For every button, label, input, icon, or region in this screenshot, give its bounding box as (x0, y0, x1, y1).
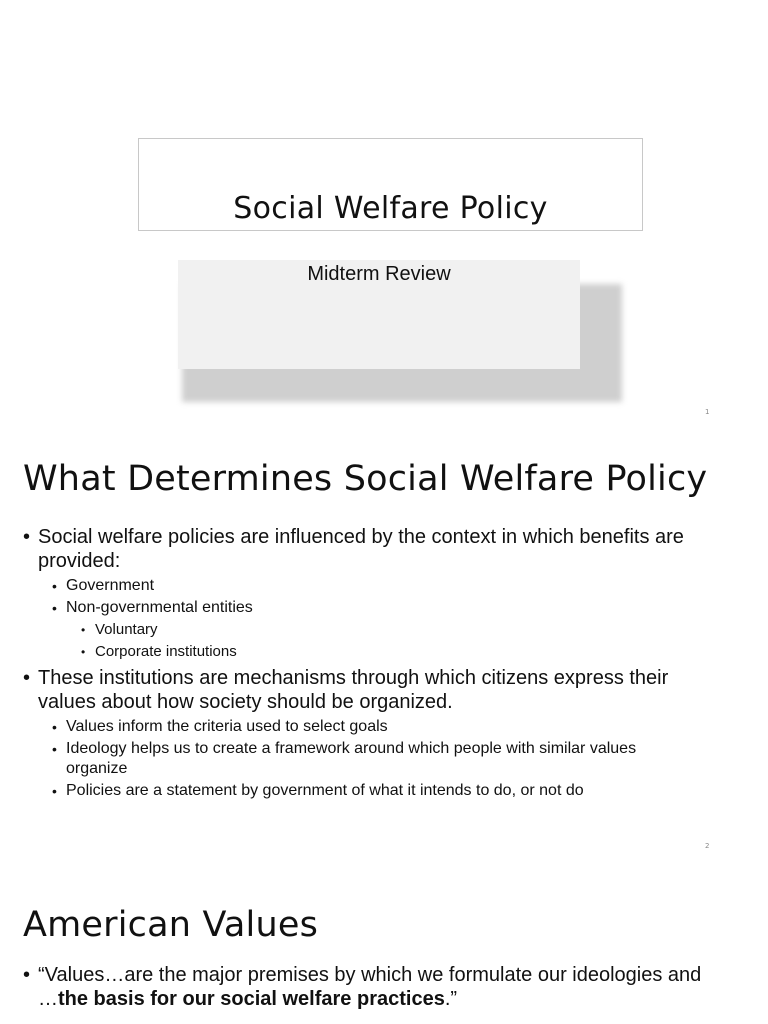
bullet-text: Policies are a statement by government of what it intends to do, or not do (66, 782, 584, 799)
bullet-text: .” (444, 988, 458, 1010)
list-item (52, 781, 723, 801)
slide-heading: American Values (23, 905, 319, 945)
bullet-text: Corporate institutions (95, 643, 237, 660)
bullet-text: Values inform the criteria used to select goals (66, 718, 388, 735)
bullet-text: These institutions are mechanisms through which citizens express their values about how society should be organized. (38, 667, 669, 713)
subtitle-placeholder (178, 260, 580, 369)
bullet-text: Voluntary (95, 621, 158, 638)
list-item (52, 576, 723, 596)
bullet-text: Social welfare policies are influenced by the context in which benefits are provided: (38, 526, 684, 572)
slide-heading: What Determines Social Welfare Policy (23, 459, 708, 499)
list-item (81, 620, 723, 640)
title-placeholder (138, 138, 643, 231)
bullet-emphasis: the basis for our social welfare practices (58, 988, 445, 1010)
slide-subtitle: Midterm Review (307, 263, 451, 285)
list-item (52, 598, 723, 618)
list-item (52, 739, 666, 779)
bullet-list (23, 525, 723, 803)
list-item (81, 642, 723, 662)
list-item (23, 666, 723, 714)
list-item (23, 963, 713, 1011)
bullet-text: Government (66, 577, 155, 594)
bullet-text: Non-governmental entities (66, 599, 253, 616)
bullet-text: “Values…are the major premises by which we formulate our ideologies and … (38, 964, 702, 1010)
list-item (23, 525, 723, 573)
bullet-text: Ideology helps us to create a framework around which people with similar values organize (66, 740, 637, 777)
page-number: 1 (705, 408, 710, 416)
bullet-list (23, 963, 713, 1014)
slide-title: Social Welfare Policy (233, 191, 548, 226)
page-number: 2 (705, 842, 710, 850)
list-item (52, 717, 723, 737)
